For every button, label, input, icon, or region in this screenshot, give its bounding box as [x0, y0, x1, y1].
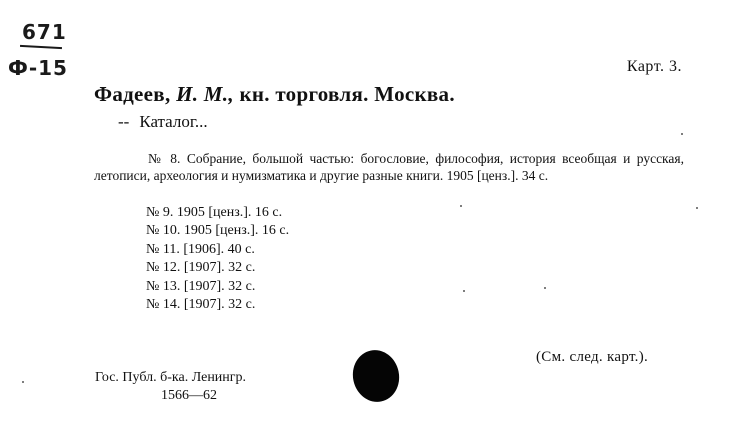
issue-9: № 9. 1905 [ценз.]. 16 с.: [146, 205, 283, 220]
entry-description: [94, 150, 684, 184]
scan-speck: [460, 205, 462, 207]
issue-10: № 10. 1905 [ценз.]. 16 с.: [146, 223, 290, 239]
issue-13: № 13. [1907]. 32 с.: [146, 278, 256, 294]
library-print-number: 1566—62: [161, 388, 217, 403]
author-heading: [94, 82, 455, 107]
punch-hole: [348, 346, 404, 406]
scan-speck: [22, 381, 24, 383]
library-name: Гос. Публ. б-ка. Ленингр.: [95, 370, 247, 385]
card-number: Карт. 3.: [626, 58, 682, 75]
author-surname: Фадеев,: [94, 82, 171, 106]
see-next-card: (См. след. карт.).: [536, 349, 649, 365]
issue-12: № 12. [1907]. 32 с.: [146, 260, 256, 276]
author-initials: И. М.,: [176, 82, 234, 106]
handwritten-shelfmark-top: 671: [22, 20, 67, 44]
scan-speck: [696, 207, 698, 209]
handwritten-shelfmark-bottom: Ф-15: [8, 56, 68, 80]
scan-speck: [463, 290, 465, 292]
scan-speck: [681, 133, 683, 135]
scan-speck: [544, 287, 546, 289]
handwritten-underline: [20, 45, 62, 49]
issue-list: [146, 204, 289, 314]
catalog-title: [118, 112, 208, 132]
issue-11: № 11. [1906]. 40 с.: [146, 241, 255, 257]
title-text: Каталог...: [139, 112, 208, 131]
title-dash: --: [118, 112, 130, 131]
entry-8-text: № 8. Собрание, большой частью: богословие, философия, история всеобщая и русская, летописи, археология и нумизматика и другие разные книги. 1905 [ценз.]. 34 с.: [94, 151, 684, 183]
issue-14: № 14. [1907]. 32 с.: [146, 297, 256, 313]
library-stamp: [95, 369, 246, 405]
author-description: кн. торговля. Москва.: [239, 82, 455, 106]
